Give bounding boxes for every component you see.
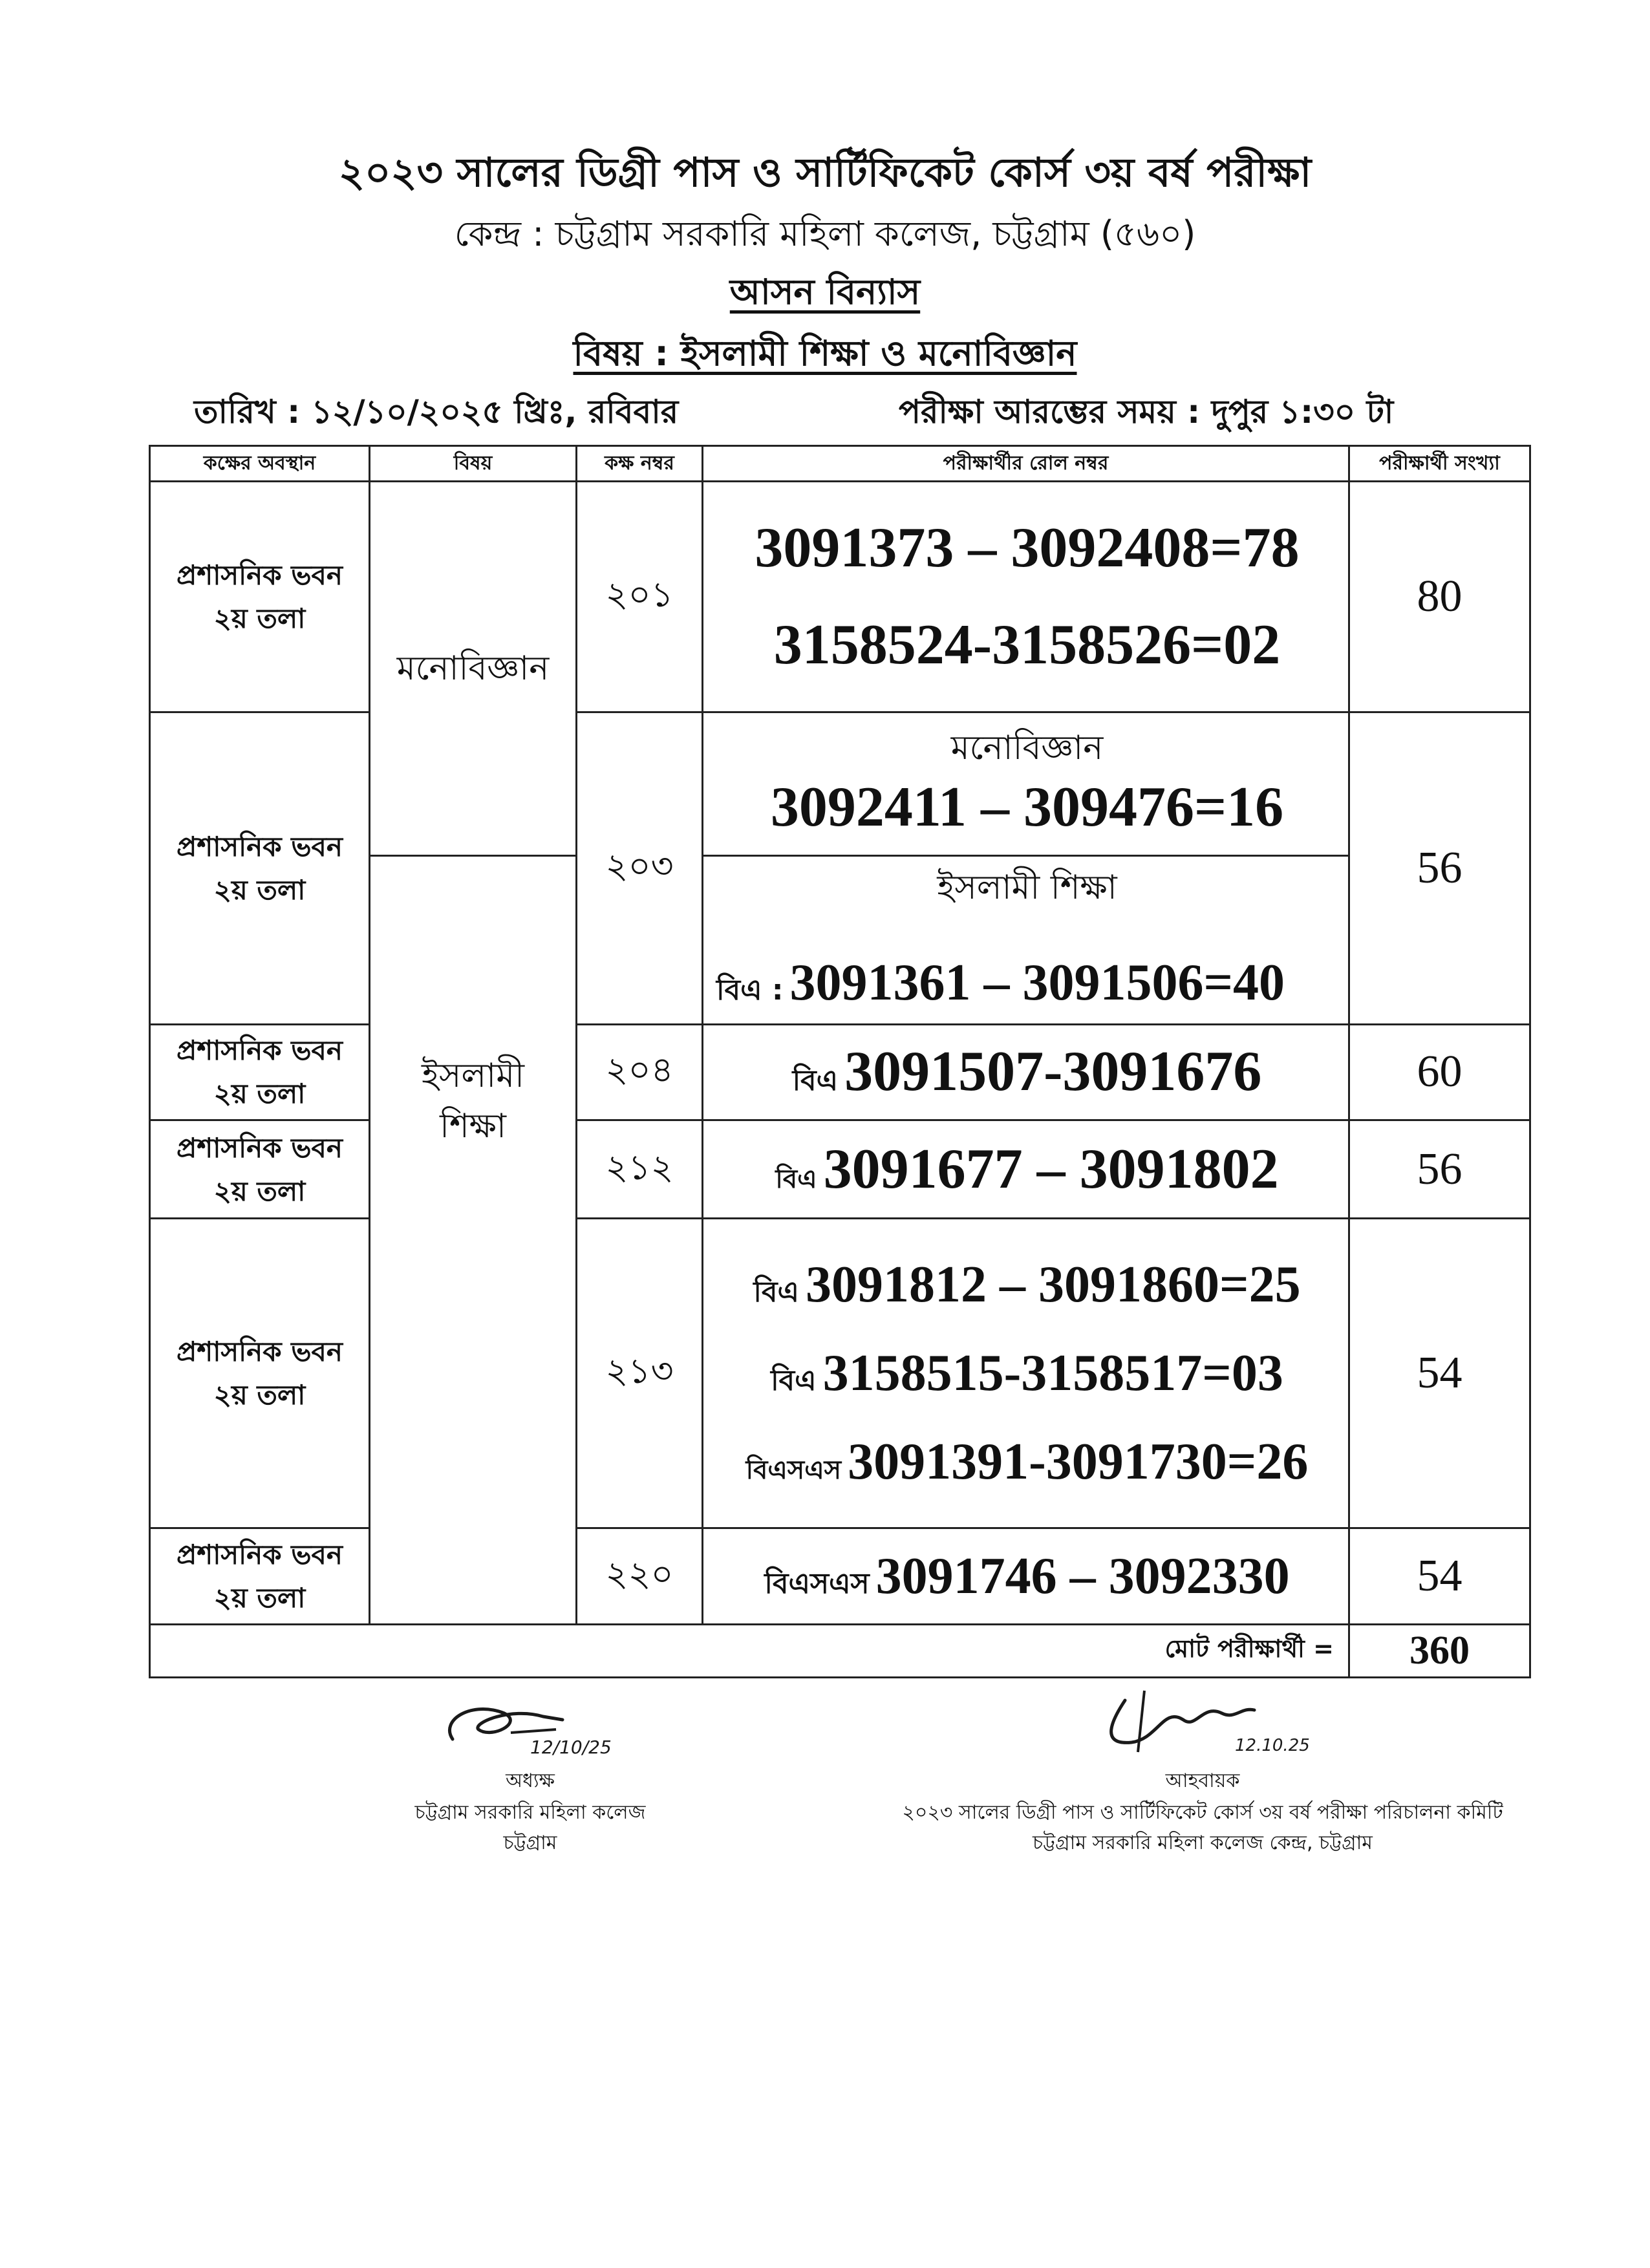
total-label: মোট পরীক্ষার্থী = — [150, 1624, 1349, 1677]
room-number: ২০৩ — [577, 712, 703, 1024]
subject-cell: মনোবিজ্ঞান — [370, 482, 577, 856]
principal-signature-date: 12/10/25 — [530, 1737, 612, 1758]
room-location: প্রশাসনিক ভবন ২য় তলা — [150, 1024, 370, 1120]
degree-prefix: বিএ — [792, 1064, 839, 1098]
roll-range: 3091391-3091730=26 — [848, 1433, 1309, 1491]
roll-numbers — [703, 856, 1349, 1025]
principal-signature-block — [362, 1694, 698, 1858]
roll-numbers — [703, 1024, 1349, 1120]
degree-prefix: বিএসএস — [745, 1455, 842, 1486]
room-location: প্রশাসনিক ভবন ২য় তলা — [150, 482, 370, 712]
principal-signature — [433, 1694, 627, 1765]
roll-numbers — [703, 482, 1349, 712]
subject-cell: ইসলামী শিক্ষা — [370, 856, 577, 1625]
table-row — [150, 1120, 1530, 1219]
room-number: ২১৩ — [577, 1219, 703, 1528]
roll-numbers — [703, 712, 1349, 855]
convener-title: আহবায়ক — [1165, 1770, 1240, 1792]
principal-institution: চট্টগ্রাম সরকারি মহিলা কলেজ চট্টগ্রাম — [414, 1801, 646, 1854]
total-row — [150, 1624, 1530, 1677]
room-number: ২০১ — [577, 482, 703, 712]
roll-range: 3091677 – 3091802 — [823, 1137, 1279, 1201]
roll-subject-label: মনোবিজ্ঞান — [950, 729, 1104, 768]
degree-prefix: বিএ — [753, 1276, 799, 1309]
room-location: প্রশাসনিক ভবন ২য় তলা — [150, 1120, 370, 1219]
room-number: ২১২ — [577, 1120, 703, 1219]
roll-range: 3091507-3091676 — [844, 1040, 1262, 1104]
candidate-count: 60 — [1349, 1024, 1530, 1120]
room-number: ২০৪ — [577, 1024, 703, 1120]
candidate-count: 56 — [1349, 1120, 1530, 1219]
table-row — [150, 482, 1530, 712]
roll-range: 3091746 – 3092330 — [875, 1547, 1290, 1605]
seat-plan-heading: আসন বিন্যাস — [729, 272, 921, 312]
exam-date: তারিখ : ১২/১০/২০২৫ খ্রিঃ, রবিবার — [194, 393, 679, 431]
candidate-count: 54 — [1349, 1528, 1530, 1624]
convener-signature-date: 12.10.25 — [1235, 1736, 1310, 1755]
roll-range: 3158515-3158517=03 — [822, 1345, 1283, 1402]
candidate-count: 54 — [1349, 1219, 1530, 1528]
col-header-location: কক্ষের অবস্থান — [150, 446, 370, 482]
table-row — [150, 712, 1530, 855]
roll-range: 3091361 – 3091506=40 — [789, 954, 1285, 1011]
convener-committee: ২০২৩ সালের ডিগ্রী পাস ও সার্টিফিকেট কোর্স ৩য় বর্ষ পরীক্ষা পরিচালনা কমিটি চট্টগ্রাম সরকারি মহিলা কলেজ কেন্দ্র, চট্টগ্রাম — [902, 1801, 1503, 1854]
convener-signature — [1086, 1681, 1319, 1765]
exam-start-time: পরীক্ষা আরম্ভের সময় : দুপুর ১:৩০ টা — [899, 393, 1394, 431]
col-header-rolls: পরীক্ষার্থীর রোল নম্বর — [703, 446, 1349, 482]
room-location: প্রশাসনিক ভবন ২য় তলা — [150, 712, 370, 1024]
room-number: ২২০ — [577, 1528, 703, 1624]
roll-numbers — [703, 1528, 1349, 1624]
table-header-row — [150, 446, 1530, 482]
principal-title: অধ্যক্ষ — [506, 1770, 555, 1792]
roll-range: 3092411 – 309476=16 — [770, 775, 1284, 839]
room-location: প্রশাসনিক ভবন ২য় তলা — [150, 1528, 370, 1624]
col-header-room: কক্ষ নম্বর — [577, 446, 703, 482]
exam-center: কেন্দ্র : চট্টগ্রাম সরকারি মহিলা কলেজ, চট্টগ্রাম (৫৬০) — [454, 213, 1196, 254]
roll-numbers — [703, 1219, 1349, 1528]
degree-prefix: বিএ — [775, 1164, 817, 1194]
total-candidates: 360 — [1349, 1624, 1530, 1677]
exam-title: ২০২৩ সালের ডিগ্রী পাস ও সার্টিফিকেট কোর্স ৩য় বর্ষ পরীক্ষা — [338, 149, 1312, 196]
table-row — [150, 1024, 1530, 1120]
convener-signature-block — [879, 1681, 1526, 1858]
roll-range: 3091373 – 3092408=78 — [755, 516, 1300, 579]
roll-range: 3158524-3158526=02 — [773, 613, 1281, 676]
candidate-count: 80 — [1349, 482, 1530, 712]
degree-prefix: বিএসএস — [764, 1567, 870, 1600]
col-header-subject: বিষয় — [370, 446, 577, 482]
room-location: প্রশাসনিক ভবন ২য় তলা — [150, 1219, 370, 1528]
table-row — [150, 1219, 1530, 1528]
roll-range: 3091812 – 3091860=25 — [805, 1256, 1301, 1314]
table-row — [150, 1528, 1530, 1624]
subject-heading: বিষয় : ইসলামী শিক্ষা ও মনোবিজ্ঞান — [573, 333, 1077, 374]
roll-numbers — [703, 1120, 1349, 1219]
seat-plan-table — [149, 445, 1531, 1678]
degree-prefix: বিএ — [771, 1364, 817, 1398]
candidate-count: 56 — [1349, 712, 1530, 1024]
col-header-count: পরীক্ষার্থী সংখ্যা — [1349, 446, 1530, 482]
roll-subject-label: ইসলামী শিক্ষা — [937, 868, 1117, 908]
degree-prefix: বিএ : — [716, 973, 784, 1007]
